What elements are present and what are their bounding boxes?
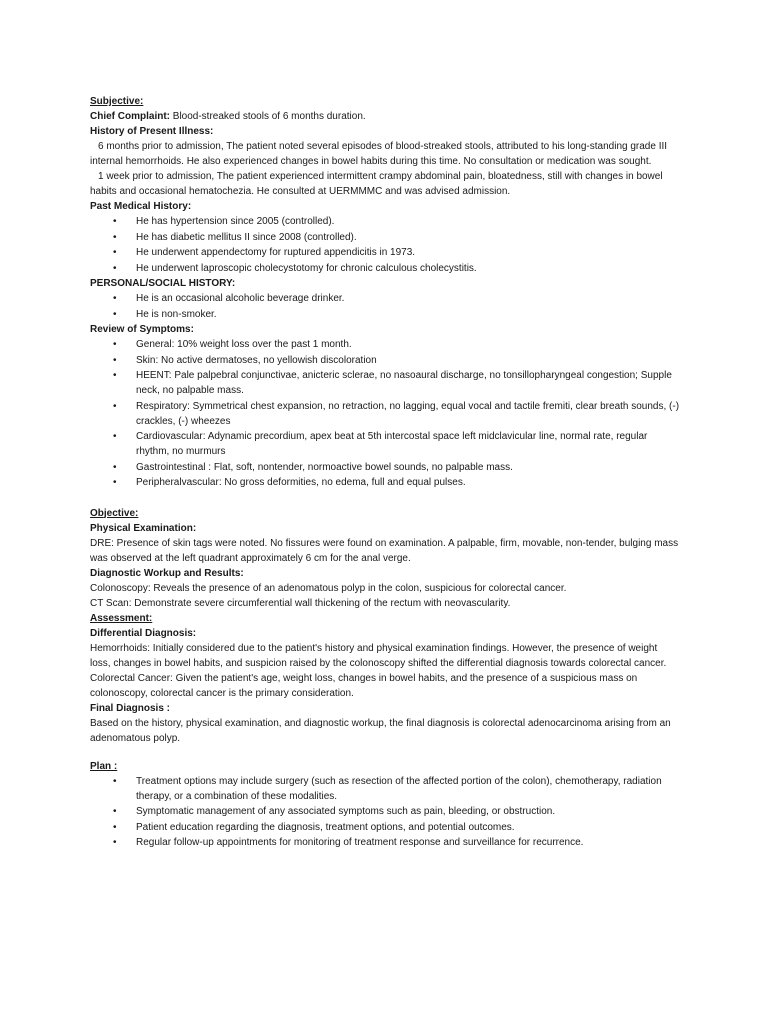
ros-heading: Review of Symptoms: (90, 324, 194, 335)
hpi-paragraph-1: 6 months prior to admission, The patient noted several episodes of blood-streaked stools, attributed to his long-standing grade III internal hemorrhoids. He also experienced changes in bowel habits during this time. No consultation or medication was sought. (90, 141, 668, 167)
list-item: • He is an occasional alcoholic beverage drinker. (90, 291, 680, 306)
dx-heading: Diagnostic Workup and Results: (90, 567, 244, 579)
plan-heading: Plan : (90, 760, 118, 772)
dx-colonoscopy: Colonoscopy: Reveals the presence of an adenomatous polyp in the colon, suspicious for colorectal cancer. (90, 582, 567, 594)
list-item: • Treatment options may include surgery (such as resection of the affected portion of the colon), chemotherapy, radiation therapy, or a combination of these modalities. (90, 774, 680, 804)
list-item: • Cardiovascular: Adynamic precordium, apex beat at 5th intercostal space left midclavicular line, normal rate, regular rhythm, no murmurs (90, 429, 680, 459)
list-item: • HEENT: Pale palpebral conjunctivae, anicteric sclerae, no nasoaural discharge, no tonsillopharyngeal congestion; Supple neck, no palpable mass. (90, 368, 680, 398)
chief-complaint (90, 109, 680, 124)
pmh-heading: Past Medical History: (90, 201, 192, 212)
chief-complaint-label: Chief Complaint: (90, 111, 170, 122)
list-item: • Skin: No active dermatoses, no yellowish discoloration (90, 353, 680, 368)
pmh-list (90, 214, 680, 276)
plan-list (90, 774, 680, 851)
pe-heading: Physical Examination: (90, 522, 197, 534)
list-item: • He is non-smoker. (90, 307, 680, 322)
final-diagnosis-text: Based on the history, physical examination, and diagnostic workup, the final diagnosis is colorectal adenocarcinoma arising from an adenomatous polyp. (90, 717, 671, 744)
objective-heading: Objective: (90, 507, 139, 519)
ros-list (90, 337, 680, 490)
document-page (90, 94, 680, 851)
psh-heading: PERSONAL/SOCIAL HISTORY: (90, 278, 236, 289)
list-item: • Symptomatic management of any associated symptoms such as pain, bleeding, or obstruction. (90, 804, 680, 819)
list-item: • He has hypertension since 2005 (controlled). (90, 214, 680, 229)
chief-complaint-text: Blood-streaked stools of 6 months duration. (170, 111, 366, 122)
assessment-heading: Assessment: (90, 612, 153, 624)
list-item: • He underwent laproscopic cholecystotomy for chronic calculous cholecystitis. (90, 261, 680, 276)
list-item: • Respiratory: Symmetrical chest expansion, no retraction, no lagging, equal vocal and tactile fremiti, clear breath sounds, (-) crackles, (-) wheezes (90, 399, 680, 429)
list-item: • He underwent appendectomy for ruptured appendicitis in 1973. (90, 245, 680, 260)
ddx-colorectal-cancer: Colorectal Cancer: Given the patient's age, weight loss, changes in bowel habits, and the presence of a suspicious mass on colonoscopy, colorectal cancer is the primary consideration. (90, 672, 638, 699)
ddx-heading: Differential Diagnosis: (90, 627, 197, 639)
list-item: • Gastrointestinal : Flat, soft, nontender, normoactive bowel sounds, no palpable mass. (90, 460, 680, 475)
list-item: • He has diabetic mellitus II since 2008 (controlled). (90, 230, 680, 245)
psh-list (90, 291, 680, 322)
hpi-heading: History of Present Illness: (90, 126, 214, 137)
list-item: • Regular follow-up appointments for monitoring of treatment response and surveillance for recurrence. (90, 835, 680, 850)
subjective-heading: Subjective: (90, 96, 144, 107)
dx-ct-scan: CT Scan: Demonstrate severe circumferential wall thickening of the rectum with neovascularity. (90, 597, 511, 609)
hpi-paragraph-2: 1 week prior to admission, The patient experienced intermittent crampy abdominal pain, bloatedness, still with changes in bowel habits and occasional hematochezia. He consulted at UERMMMC and was advised admission. (90, 171, 663, 197)
list-item: • General: 10% weight loss over the past 1 month. (90, 337, 680, 352)
final-diagnosis-heading: Final Diagnosis : (90, 702, 171, 714)
list-item: • Patient education regarding the diagnosis, treatment options, and potential outcomes. (90, 820, 680, 835)
pe-text: DRE: Presence of skin tags were noted. No fissures were found on examination. A palpable, firm, movable, non-tender, bulging mass was observed at the left quadrant approximately 6 cm for the anal verge. (90, 537, 679, 564)
section-spacer (90, 491, 680, 506)
ddx-hemorrhoids: Hemorrhoids: Initially considered due to the patient's history and physical examination findings. However, the presence of weight loss, changes in bowel habits, and suspicion raised by the colonoscopy shifted the differential diagnosis towards colorectal cancer. (90, 642, 667, 669)
list-item: • Peripheralvascular: No gross deformities, no edema, full and equal pulses. (90, 475, 680, 490)
section-spacer (90, 746, 680, 759)
